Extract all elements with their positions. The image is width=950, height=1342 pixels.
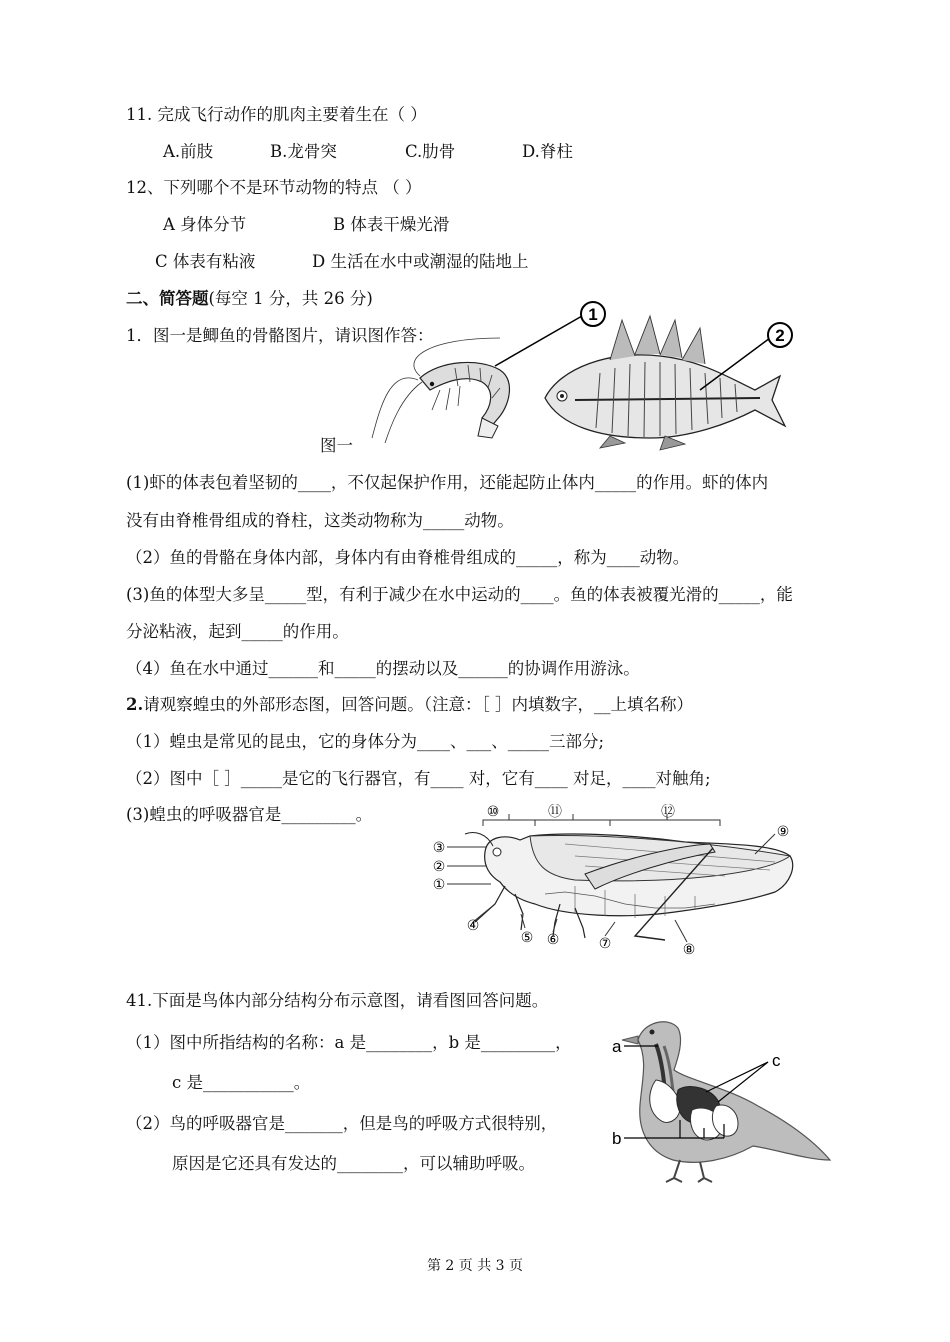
q41-part1-line1: （1）图中所指结构的名称：a 是________，b 是_________， <box>126 1033 572 1052</box>
q41-stem: 41.下面是鸟体内部分结构分布示意图，请看图回答问题。 <box>126 991 549 1010</box>
q1-intro: 1．图一是鲫鱼的骨骼图片，请识图作答： <box>126 326 434 345</box>
marker-2-label: 2 <box>775 326 785 345</box>
grasshopper-figure <box>425 804 805 964</box>
label-1: ① <box>432 876 446 892</box>
q12-option-b: B 体表干燥光滑 <box>333 215 450 234</box>
page-footer: 第 2 页 共 3 页 <box>426 1258 524 1274</box>
q41-part2-line1: （2）鸟的呼吸器官是_______，但是鸟的呼吸方式很特别， <box>126 1114 558 1133</box>
q11-option-c: C.肋骨 <box>405 142 456 161</box>
bird-label-b: b <box>612 1129 622 1148</box>
q1-part1-line2: 没有由脊椎骨组成的脊柱，这类动物称为_____动物。 <box>126 511 514 530</box>
q2-part1: （1）蝗虫是常见的昆虫，它的身体分为____、___、_____三部分; <box>126 732 605 751</box>
label-3: ③ <box>432 839 446 855</box>
q12-option-d: D 生活在水中或潮湿的陆地上 <box>312 252 529 271</box>
q2-number: 2. <box>126 695 144 714</box>
q1-part3-line2: 分泌粘液，起到_____的作用。 <box>126 622 349 641</box>
label-12: ⑫ <box>661 804 675 819</box>
label-8: ⑧ <box>682 941 696 957</box>
bird-label-a: a <box>612 1037 622 1056</box>
label-2: ② <box>432 858 446 874</box>
q12-option-c: C 体表有粘液 <box>155 252 256 271</box>
grasshopper-drawing <box>465 833 793 941</box>
q41-part1-line2: c 是___________。 <box>172 1073 311 1092</box>
label-10: ⑩ <box>486 804 500 819</box>
section-note: (每空 1 分，共 26 分) <box>208 289 373 308</box>
q1-part2: （2）鱼的骨骼在身体内部，身体内有由脊椎骨组成的_____，称为____动物。 <box>126 548 690 567</box>
q2-stem-text: 请观察蝗虫的外部形态图，回答问题。（注意：［ ］内填数字，__上填名称） <box>143 695 693 714</box>
shrimp-fish-figure <box>360 298 800 458</box>
section-heading <box>126 288 373 310</box>
q1-part3-line1: (3)鱼的体型大多呈_____型，有利于减少在水中运动的____。鱼的体表被覆光滑的_____，能 <box>126 585 793 604</box>
label-4: ④ <box>466 917 480 933</box>
q11-option-d: D.脊柱 <box>522 142 573 161</box>
label-11: ⑪ <box>548 804 562 819</box>
q2-part3: (3)蝗虫的呼吸器官是_________。 <box>126 805 373 824</box>
bird-label-c: c <box>772 1051 781 1070</box>
q2-part2: （2）图中［ ］_____是它的飞行器官，有____ 对，它有____ 对足，____对触角; <box>126 769 711 788</box>
q41-part2-line2: 原因是它还具有发达的________，可以辅助呼吸。 <box>172 1154 535 1173</box>
q11-option-b: B.龙骨突 <box>270 142 337 161</box>
figure-1-label: 图一 <box>320 436 353 455</box>
shrimp-drawing <box>420 362 509 438</box>
label-9: ⑨ <box>776 823 790 839</box>
label-6: ⑥ <box>546 931 560 947</box>
label-7: ⑦ <box>598 935 612 951</box>
bird-figure <box>608 1010 838 1188</box>
q2-stem <box>126 694 693 716</box>
q11-stem: 11. 完成飞行动作的肌肉主要着生在（ ） <box>126 105 427 124</box>
q12-stem: 12、下列哪个不是环节动物的特点 （ ） <box>126 178 422 197</box>
fish-skeleton-drawing <box>545 316 785 450</box>
label-5: ⑤ <box>520 929 534 945</box>
q11-option-a: A.前肢 <box>163 142 214 161</box>
q1-part1-line1: (1)虾的体表包着坚韧的____，不仅起保护作用，还能起防止体内_____的作用。虾的体内 <box>126 473 769 492</box>
marker-1-label: 1 <box>588 305 598 324</box>
section-title: 二、简答题 <box>126 289 209 308</box>
q1-part4: （4）鱼在水中通过______和_____的摆动以及______的协调作用游泳。 <box>126 659 640 678</box>
q12-option-a: A 身体分节 <box>163 215 247 234</box>
